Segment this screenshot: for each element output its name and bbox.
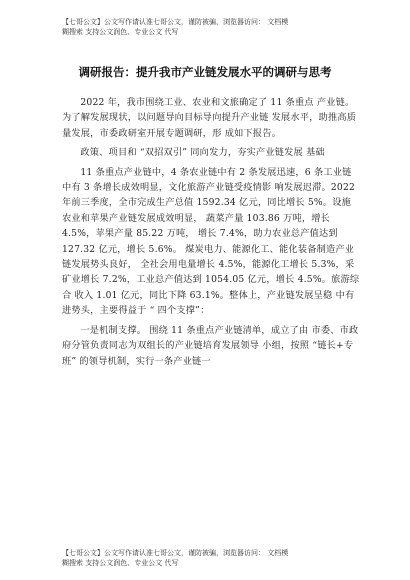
header-line-2: 糊搜索 支持公文润色、专业公文 代写	[62, 28, 179, 36]
document-body	[62, 95, 360, 369]
footer-line-2: 糊搜索 支持公文润色、专业公文 代写	[62, 559, 179, 567]
header-line-1: 【七哥公文】公文写作请认准七哥公文，谨防被骗，浏览器访问： 文档模	[62, 18, 289, 26]
paragraph-stats: 11 条重点产业链中，4 条农业链中有 2 条发展迅速，6 条工业链中有 3 条增长成效明显，文化旅游产业链受疫情影 响发展迟滞。2022 年前三季度，全市完成生产总值 1592.34 亿元，同比增长 5%。设施农业和苹果产业链发展成效明显， 蔬菜产量 103.86 万吨，增长 4.5%，苹果产量 85.22 万吨， 增长 7.4%，助力农业总产值达到 127.32 亿元，增长 5.6%。 煤炭电力、能源化工、能化装备制造产业链发展势头良好， 全社会用电量增长 4.5%，能源化工增长 5.3%，采矿业增长 7.2%，工业总产值达到 1054.05 亿元，增长 4.5%。旅游综合 收入 1.01 亿元，同比下降 63.1%。整体上，产业链发展呈稳 中有进势头，主要得益于 “ 四个支撑”：	[62, 166, 360, 317]
document-title: 调研报告：提升我市产业链发展水平的调研与思考	[78, 65, 332, 79]
footer-line-1: 【七哥公文】公文写作请认准七哥公文，谨防被骗，浏览器访问： 文档模	[62, 549, 289, 557]
paragraph-mechanism: 一是机制支撑。 围绕 11 条重点产业链清单，成立了由 市委、市政府分管负责同志为双组长的产业链培育发展领导 小组，按照 “链长+专班” 的领导机制，实行一条产业链一	[62, 324, 359, 367]
page-header	[62, 17, 288, 37]
paragraph-intro: 2022 年，我市围绕工业、农业和文旅确定了 11 条重点 产业链。为了解发展现状，以问题导向目标导向提升产业链 发展水平，助推高质量发展，市委政研室开展专题调研，形 成如下报告。	[62, 97, 357, 139]
paragraph-heading: 政策、项目和 “双招双引” 同向发力，夯实产业链发展 基础	[80, 147, 325, 159]
page-footer	[62, 548, 288, 568]
